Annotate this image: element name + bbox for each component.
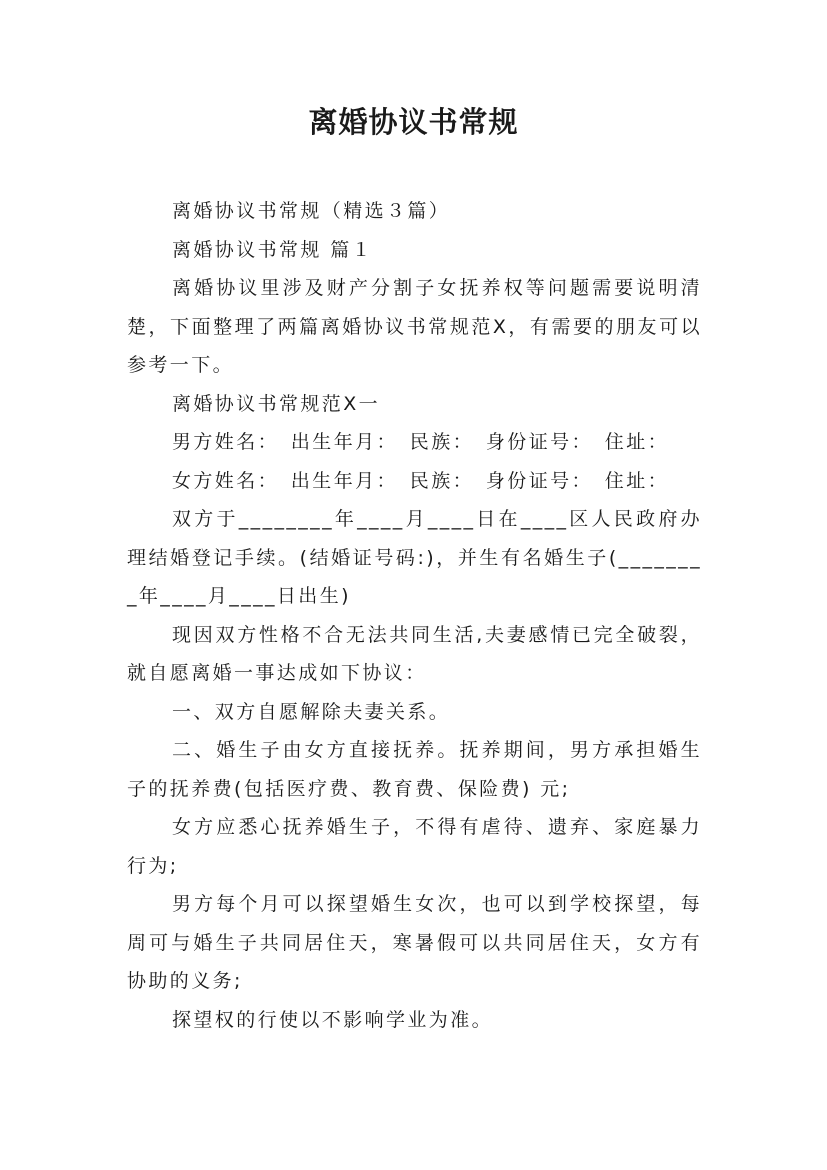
document-title: 离婚协议书常规 [308, 105, 519, 139]
document-body [127, 192, 702, 1039]
paragraph-visitation-limit: 探望权的行使以不影响学业为准。 [172, 1008, 494, 1031]
paragraph-female-party: 女方姓名： 出生年月： 民族： 身份证号： 住址： [172, 469, 670, 492]
paragraph-visitation: 男方每个月可以探望婚生女次，也可以到学校探望，每周可与婚生子共同居住天，寒暑假可以共同居住天，女方有协助的义务; [127, 893, 702, 992]
paragraph-clause-1: 一、双方自愿解除夫妻关系。 [172, 700, 451, 723]
paragraph-subtitle: 离婚协议书常规（精选３篇） [172, 200, 451, 222]
paragraph-template-heading: 离婚协议书常规范X一 [172, 392, 381, 415]
paragraph-male-party: 男方姓名： 出生年月： 民族： 身份证号： 住址： [172, 431, 670, 453]
paragraph-clause-2: 二、婚生子由女方直接抚养。抚养期间，男方承担婚生子的抚养费(包括医疗费、教育费、保险费) 元; [127, 739, 702, 800]
paragraph-reason: 现因双方性格不合无法共同生活,夫妻感情已完全破裂，就自愿离婚一事达成如下协议： [127, 623, 702, 684]
paragraph-custody-duty: 女方应悉心抚养婚生子，不得有虐待、遗弃、家庭暴力行为; [127, 816, 702, 877]
paragraph-section-heading: 离婚协议书常规 篇１ [172, 238, 374, 261]
paragraph-marriage-registration: 双方于________年____月____日在____区人民政府办理结婚登记手续。(结婚证号码:)，并生有名婚生子(________年____月____日出生) [127, 508, 702, 607]
paragraph-intro: 离婚协议里涉及财产分割子女抚养权等问题需要说明清楚，下面整理了两篇离婚协议书常规范X，有需要的朋友可以参考一下。 [127, 277, 702, 376]
